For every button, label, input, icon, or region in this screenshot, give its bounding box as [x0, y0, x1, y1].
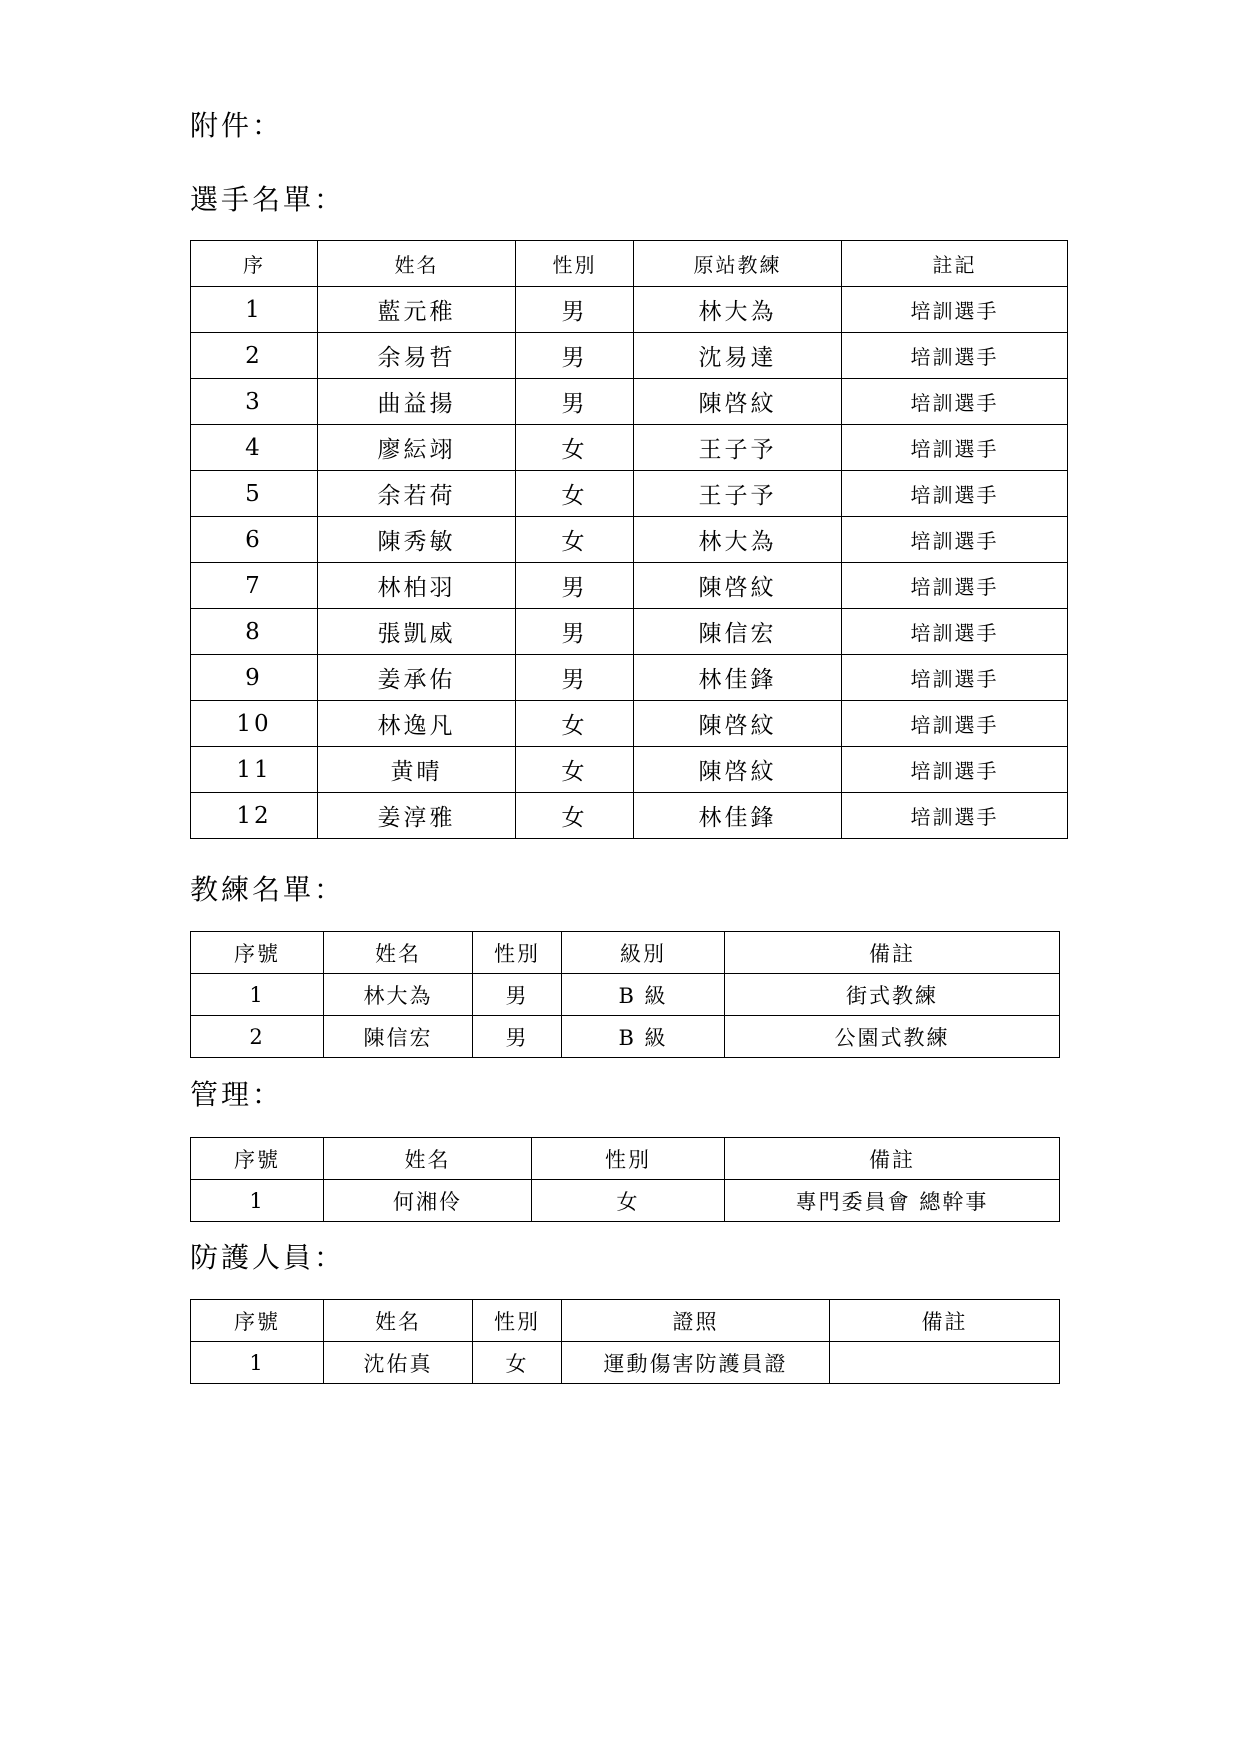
- players-cell: 陳啓紋: [634, 701, 842, 747]
- attachment-heading: 附件：: [190, 109, 284, 142]
- players-cell: 培訓選手: [842, 563, 1068, 609]
- players-cell: 陳啓紋: [634, 747, 842, 793]
- players-header-cell: 註記: [842, 241, 1068, 287]
- players-cell: 女: [516, 517, 634, 563]
- coaches-header-cell: 序號: [191, 932, 324, 974]
- players-cell: 男: [516, 379, 634, 425]
- table-row: [191, 793, 1068, 839]
- players-cell: 女: [516, 747, 634, 793]
- players-cell: 10: [191, 701, 318, 747]
- players-cell: 沈易達: [634, 333, 842, 379]
- players-cell: 女: [516, 471, 634, 517]
- managers-cell: 何湘伶: [324, 1180, 532, 1222]
- managers-header-cell: 序號: [191, 1138, 324, 1180]
- protectors-section-title: 防護人員：: [190, 1241, 346, 1274]
- table-row: [191, 609, 1068, 655]
- players-header-cell: 性別: [516, 241, 634, 287]
- players-cell: 培訓選手: [842, 609, 1068, 655]
- protectors-header-cell: 備註: [830, 1300, 1060, 1342]
- managers-cell: 1: [191, 1180, 324, 1222]
- table-row: [191, 517, 1068, 563]
- players-header-cell: 原站教練: [634, 241, 842, 287]
- players-cell: 男: [516, 287, 634, 333]
- coaches-cell: B 級: [562, 974, 725, 1016]
- players-cell: 陳啓紋: [634, 379, 842, 425]
- protectors-header-cell: 姓名: [324, 1300, 473, 1342]
- table-row: [191, 563, 1068, 609]
- players-cell: 曲益揚: [318, 379, 516, 425]
- table-row: [191, 1342, 1060, 1384]
- players-cell: 林柏羽: [318, 563, 516, 609]
- players-cell: 6: [191, 517, 318, 563]
- coaches-header-cell: 性別: [473, 932, 562, 974]
- coaches-cell: B 級: [562, 1016, 725, 1058]
- players-cell: 陳秀敏: [318, 517, 516, 563]
- protectors-header-cell: 序號: [191, 1300, 324, 1342]
- players-cell: 林大為: [634, 287, 842, 333]
- players-cell: 廖紜翊: [318, 425, 516, 471]
- players-cell: 培訓選手: [842, 425, 1068, 471]
- coaches-cell: 2: [191, 1016, 324, 1058]
- coaches-table: [190, 931, 1060, 1058]
- players-cell: 4: [191, 425, 318, 471]
- players-cell: 3: [191, 379, 318, 425]
- managers-header-cell: 備註: [725, 1138, 1060, 1180]
- players-cell: 藍元稚: [318, 287, 516, 333]
- table-row: [191, 379, 1068, 425]
- table-row: [191, 655, 1068, 701]
- players-cell: 2: [191, 333, 318, 379]
- coaches-header-cell: 級別: [562, 932, 725, 974]
- table-row: [191, 287, 1068, 333]
- table-row: [191, 701, 1068, 747]
- players-section-title: 選手名單：: [190, 183, 346, 216]
- players-cell: 培訓選手: [842, 379, 1068, 425]
- players-cell: 女: [516, 793, 634, 839]
- players-cell: 5: [191, 471, 318, 517]
- players-cell: 8: [191, 609, 318, 655]
- coaches-cell: 林大為: [324, 974, 473, 1016]
- players-cell: 男: [516, 609, 634, 655]
- players-cell: 11: [191, 747, 318, 793]
- protectors-cell: [830, 1342, 1060, 1384]
- players-cell: 女: [516, 425, 634, 471]
- players-cell: 1: [191, 287, 318, 333]
- table-row: [191, 425, 1068, 471]
- players-cell: 培訓選手: [842, 655, 1068, 701]
- coaches-cell: 男: [473, 1016, 562, 1058]
- protectors-header-row: [191, 1300, 1060, 1342]
- coaches-cell: 公園式教練: [725, 1016, 1060, 1058]
- table-row: [191, 974, 1060, 1016]
- players-cell: 男: [516, 655, 634, 701]
- managers-header-row: [191, 1138, 1060, 1180]
- protectors-cell: 女: [473, 1342, 562, 1384]
- players-cell: 黄晴: [318, 747, 516, 793]
- protectors-cell: 運動傷害防護員證: [562, 1342, 830, 1384]
- players-cell: 余易哲: [318, 333, 516, 379]
- managers-cell: 專門委員會 總幹事: [725, 1180, 1060, 1222]
- protectors-header-cell: 證照: [562, 1300, 830, 1342]
- coaches-header-cell: 備註: [725, 932, 1060, 974]
- players-cell: 姜承佑: [318, 655, 516, 701]
- players-cell: 培訓選手: [842, 287, 1068, 333]
- players-cell: 姜淳雅: [318, 793, 516, 839]
- coaches-header-cell: 姓名: [324, 932, 473, 974]
- players-cell: 男: [516, 563, 634, 609]
- players-cell: 陳信宏: [634, 609, 842, 655]
- players-cell: 培訓選手: [842, 793, 1068, 839]
- players-cell: 12: [191, 793, 318, 839]
- players-cell: 9: [191, 655, 318, 701]
- coaches-header-row: [191, 932, 1060, 974]
- table-row: [191, 333, 1068, 379]
- table-row: [191, 471, 1068, 517]
- players-cell: 余若荷: [318, 471, 516, 517]
- players-cell: 培訓選手: [842, 333, 1068, 379]
- table-row: [191, 1016, 1060, 1058]
- players-cell: 王子予: [634, 471, 842, 517]
- managers-header-cell: 姓名: [324, 1138, 532, 1180]
- coaches-section-title: 教練名單：: [190, 873, 346, 906]
- protectors-cell: 沈佑真: [324, 1342, 473, 1384]
- protectors-cell: 1: [191, 1342, 324, 1384]
- coaches-cell: 陳信宏: [324, 1016, 473, 1058]
- table-row: [191, 747, 1068, 793]
- players-header-row: [191, 241, 1068, 287]
- players-cell: 林大為: [634, 517, 842, 563]
- managers-header-cell: 性別: [532, 1138, 725, 1180]
- players-cell: 7: [191, 563, 318, 609]
- players-cell: 王子予: [634, 425, 842, 471]
- players-header-cell: 姓名: [318, 241, 516, 287]
- players-cell: 張凱威: [318, 609, 516, 655]
- coaches-cell: 街式教練: [725, 974, 1060, 1016]
- coaches-cell: 1: [191, 974, 324, 1016]
- players-cell: 培訓選手: [842, 517, 1068, 563]
- players-cell: 陳啓紋: [634, 563, 842, 609]
- players-cell: 男: [516, 333, 634, 379]
- managers-table: [190, 1137, 1060, 1222]
- players-cell: 培訓選手: [842, 747, 1068, 793]
- protectors-table: [190, 1299, 1060, 1384]
- players-header-cell: 序: [191, 241, 318, 287]
- managers-section-title: 管理：: [190, 1078, 284, 1111]
- players-cell: 林逸凡: [318, 701, 516, 747]
- players-table: [190, 240, 1068, 839]
- players-cell: 培訓選手: [842, 471, 1068, 517]
- players-cell: 林佳鋒: [634, 793, 842, 839]
- table-row: [191, 1180, 1060, 1222]
- coaches-cell: 男: [473, 974, 562, 1016]
- players-cell: 林佳鋒: [634, 655, 842, 701]
- protectors-header-cell: 性別: [473, 1300, 562, 1342]
- players-cell: 女: [516, 701, 634, 747]
- managers-cell: 女: [532, 1180, 725, 1222]
- players-cell: 培訓選手: [842, 701, 1068, 747]
